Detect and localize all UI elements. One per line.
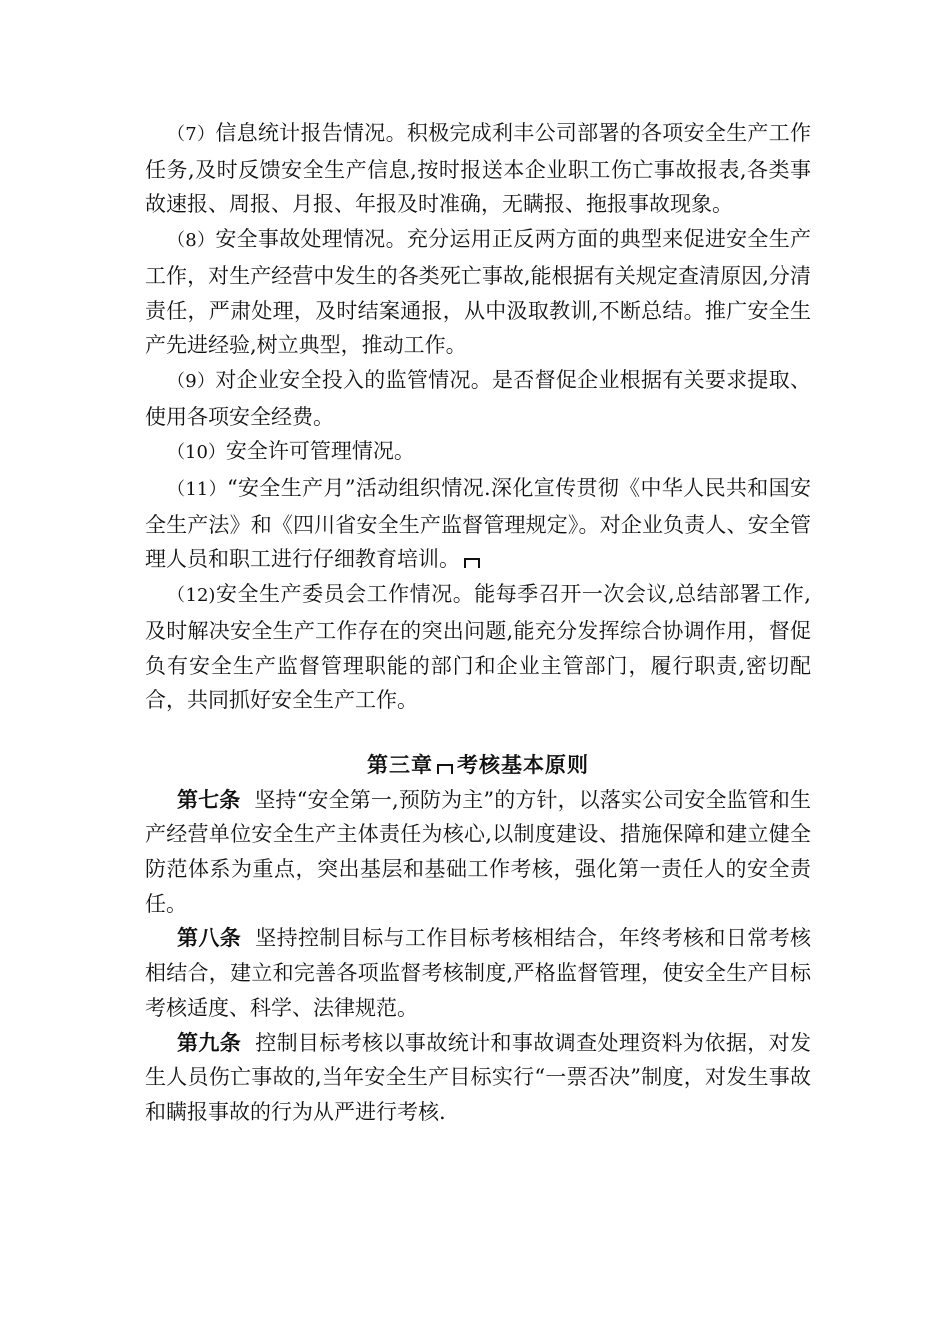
article-label: 第九条	[177, 1030, 242, 1055]
paragraph-text: 安全许可管理情况。	[225, 439, 415, 464]
paragraph-item-7	[145, 116, 811, 222]
spacer	[145, 718, 811, 748]
paragraph-item-9	[145, 363, 811, 434]
paragraph-text: 对企业安全投入的监管情况。是否督促企业根据有关要求提取、使用各项安全经费。	[145, 367, 812, 429]
paragraph-text: 安全生产委员会工作情况。能每季召开一次会议,总结部署工作,及时解决安全生产工作存在的突出问题,能充分发挥综合协调作用，督促负有安全生产监督管理职能的部门和企业主管部门，履行职责,密切配合，共同抓好安全生产工作。	[145, 582, 811, 713]
paragraph-item-10	[145, 434, 811, 471]
edit-mark-icon	[437, 764, 453, 774]
article-label: 第七条	[177, 787, 241, 812]
article-label: 第八条	[177, 926, 242, 951]
item-number: （9）	[167, 370, 216, 392]
paragraph-item-12	[145, 577, 811, 718]
item-number: （7）	[167, 124, 216, 145]
paragraph-text: 安全事故处理情况。充分运用正反两方面的典型来促进安全生产工作，对生产经营中发生的各类死亡事故,能根据有关规定查清原因,分清责任，严肃处理，及时结案通报，从中汲取教训,不断总结。推广安全生产先进经验,树立典型，推动工作。	[145, 227, 812, 358]
article-text: 坚持“安全第一,预防为主”的方针，以落实公司安全监管和生产经营单位安全生产主体责任为核心,以制度建设、措施保障和建立健全防范体系为重点，突出基层和基础工作考核，强化第一责任人的安全责任。	[145, 787, 811, 916]
paragraph-text: “安全生产月”活动组织情况.深化宣传贯彻《中华人民共和国安全生产法》和《四川省安全生产监督管理规定》。对企业负责人、安全管理人员和职工进行仔细教育培训。	[145, 476, 811, 572]
article-8	[145, 921, 811, 1025]
item-number: （10）	[167, 442, 226, 464]
item-number: （8）	[167, 230, 216, 252]
chapter-label: 第三章	[367, 752, 433, 777]
item-number: （12)	[167, 585, 216, 607]
article-text: 坚持控制目标与工作目标考核相结合，年终考核和日常考核相结合，建立和完善各项监督考核制度,严格监督管理，使安全生产目标考核适度、科学、法律规范。	[145, 926, 812, 1020]
document-body	[145, 116, 811, 1130]
paragraph-item-11	[145, 471, 811, 577]
edit-mark-icon	[464, 558, 480, 568]
chapter-title-text: 考核基本原则	[457, 752, 589, 777]
paragraph-item-8	[145, 222, 811, 363]
article-text: 控制目标考核以事故统计和事故调查处理资料为依据，对发生人员伤亡事故的,当年安全生产目标实行“一票否决”制度，对发生事故和瞒报事故的行为从严进行考核.	[145, 1030, 812, 1124]
paragraph-text: 信息统计报告情况。积极完成利丰公司部署的各项安全生产工作任务,及时反馈安全生产信息,按时报送本企业职工伤亡事故报表,各类事故速报、周报、月报、年报及时准确，无瞒报、拖报事故现象。	[145, 121, 812, 217]
article-7	[145, 783, 811, 922]
article-9	[145, 1026, 811, 1130]
item-number: （11）	[167, 479, 227, 501]
chapter-heading	[145, 748, 811, 783]
